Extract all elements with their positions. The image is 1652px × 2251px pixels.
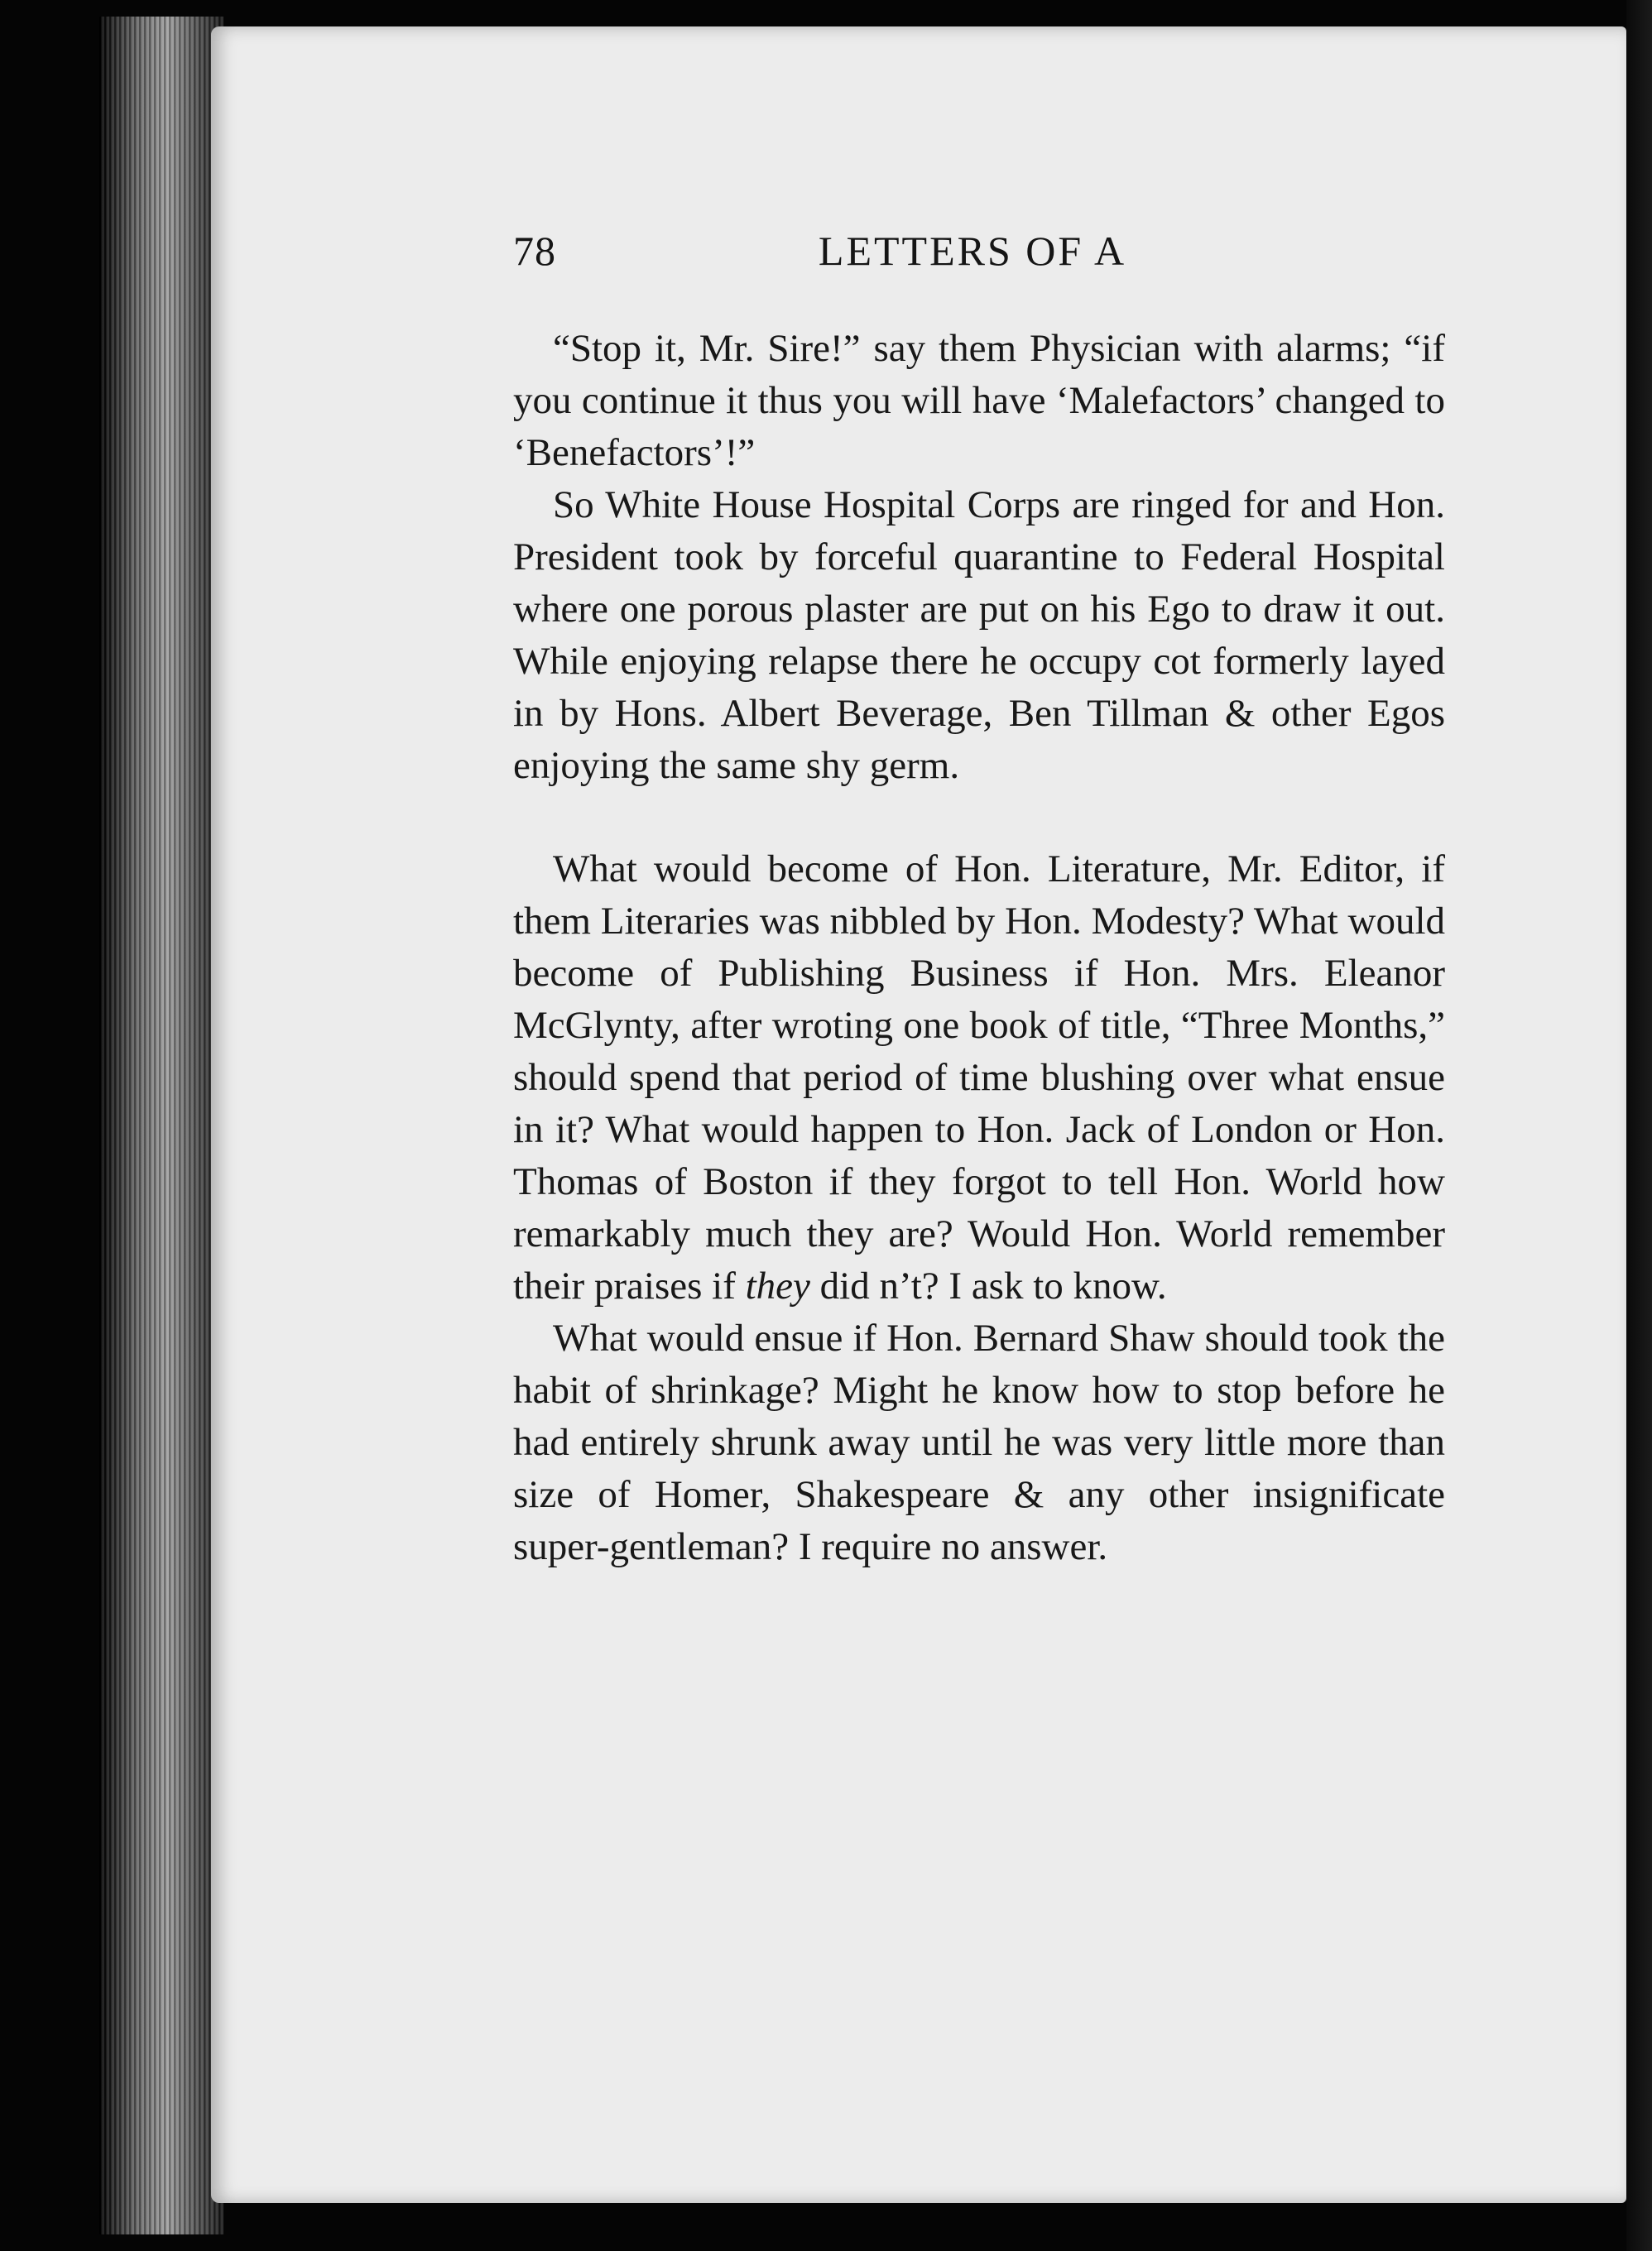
page-number: 78 [513, 228, 556, 274]
paragraph: So White House Hospital Corps are ringed for and Hon. President took by forceful quarantine to Federal Hospital where one porous plaster are put on his Ego to draw it out. While enjoying relapse there he occupy cot formerly layed in by Hons. Albert Beverage, Ben Tillman & other Egos enjoying the same shy germ. [513, 483, 1445, 787]
paragraph [513, 843, 1445, 1313]
body-text [513, 323, 1445, 1573]
running-head [513, 227, 1440, 286]
italic-word: they [745, 1265, 810, 1308]
paragraph-text-tail: did n’t? I ask to know. [809, 1265, 1167, 1308]
book-spine [99, 17, 223, 2234]
running-title: LETTERS OF A [818, 228, 1127, 274]
paragraph: What would ensue if Hon. Bernard Shaw should took the habit of shrinkage? Might he know how to stop before he had entirely shrunk away until he was very little more than size of Homer, Shakespeare & any other insignificate super-gentleman? I require no answer. [513, 1317, 1445, 1568]
scan-right-edge [1626, 0, 1652, 2251]
paragraph-text: What would become of Hon. Literature, Mr. Editor, if them Literaries was nibbled by Hon. Modesty? What would become of Publishing Business if Hon. Mrs. Eleanor McGlynty, after wroting one book of title, “Three Months,” should spend that period of time blushing over what ensue in it? What would happen to Hon. Jack of London or Hon. Thomas of Boston if they forgot to tell Hon. World how remarkably much they are? Would Hon. World remember their praises if [513, 847, 1445, 1308]
paragraph: “Stop it, Mr. Sire!” say them Physician with alarms; “if you continue it thus you will have ‘Malefactors’ changed to ‘Benefactors’!” [513, 327, 1445, 474]
